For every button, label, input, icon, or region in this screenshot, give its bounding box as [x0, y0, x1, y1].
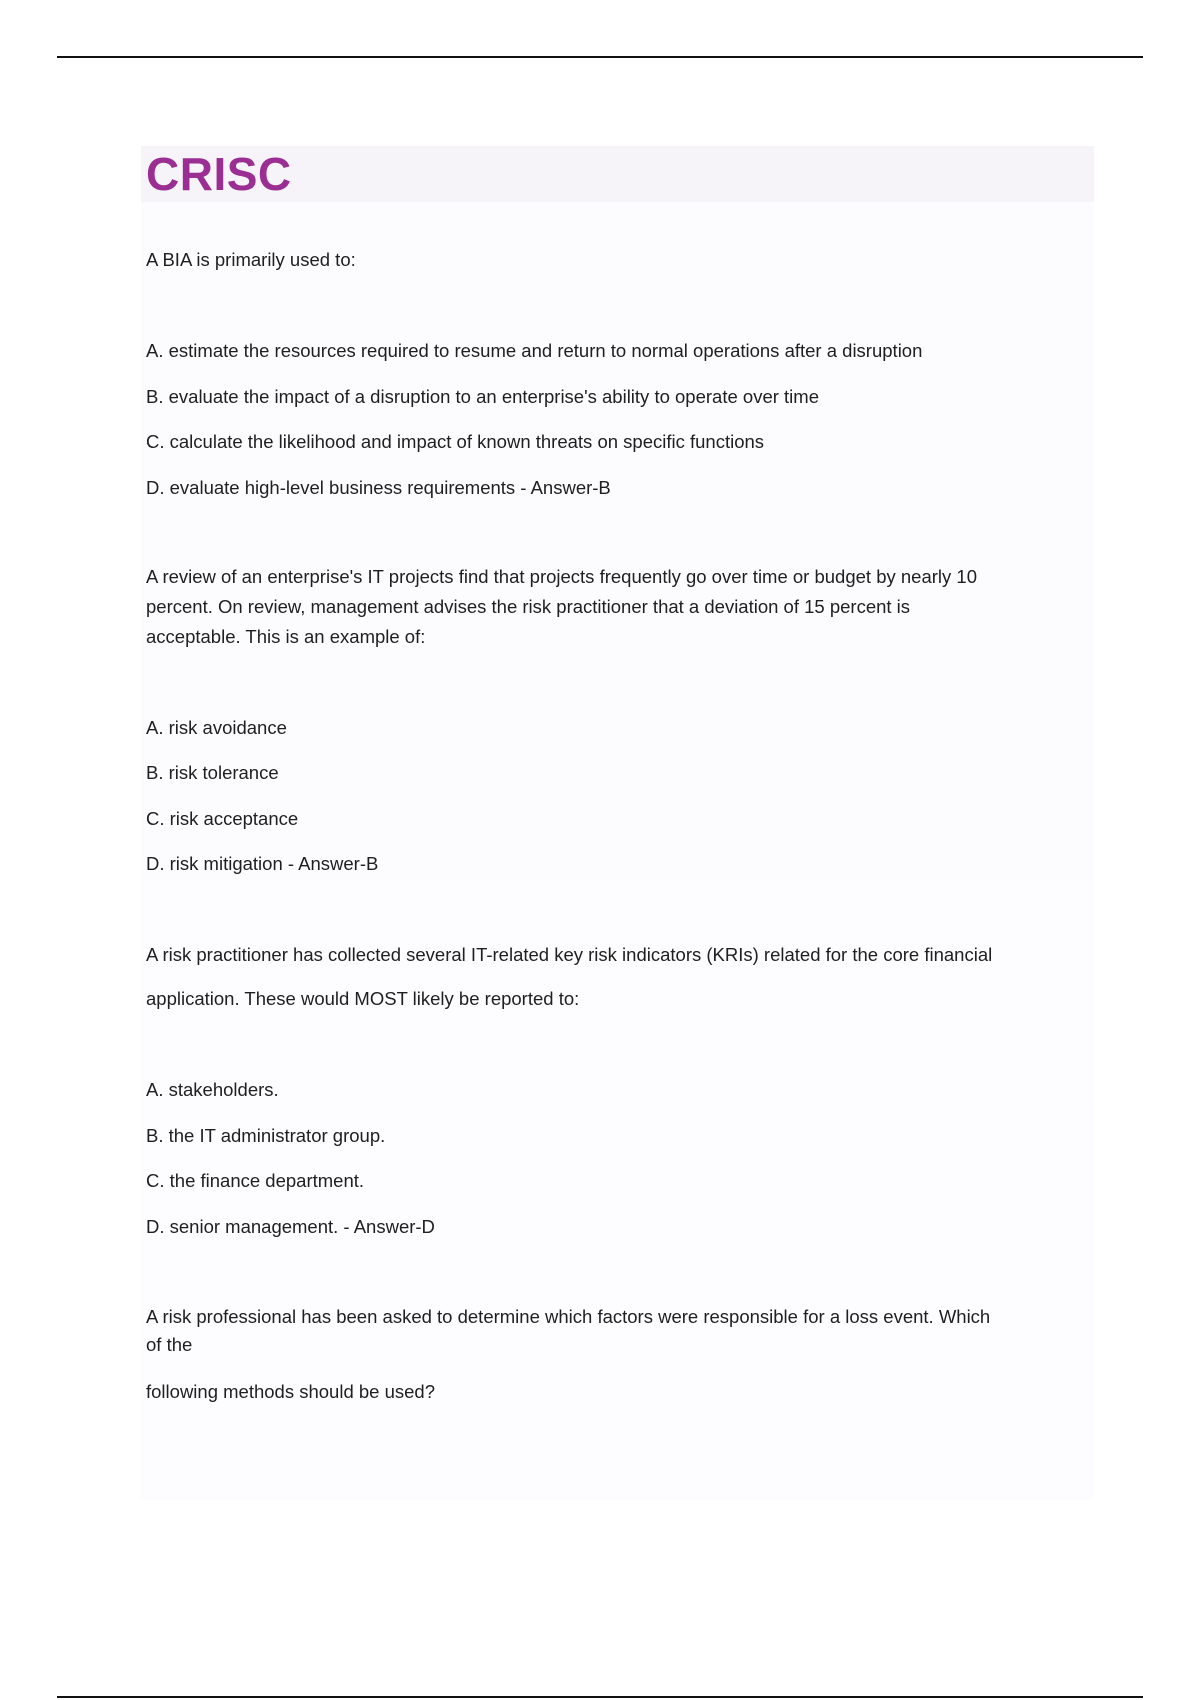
question-4-text-line-1: A risk professional has been asked to determine which factors were responsible for a loss event. Which [146, 1306, 991, 1327]
bottom-rule [57, 1696, 1143, 1698]
question-1-option-a: A. estimate the resources required to resume and return to normal operations after a disruption [146, 340, 923, 361]
question-1-option-d: D. evaluate high-level business requirements - Answer-B [146, 477, 611, 498]
question-4-text-line-2: of the [146, 1334, 193, 1355]
question-1-text: A BIA is primarily used to: [146, 249, 356, 270]
question-2-text-line-2: percent. On review, management advises the risk practitioner that a deviation of 15 percent is [146, 596, 911, 617]
question-3-text-line-1: A risk practitioner has collected several IT-related key risk indicators (KRIs) related for the core financial [146, 944, 993, 965]
question-2-option-a: A. risk avoidance [146, 717, 287, 738]
question-1-option-c: C. calculate the likelihood and impact of known threats on specific functions [146, 431, 765, 452]
question-2-text-line-3: acceptable. This is an example of: [146, 626, 426, 647]
question-2-option-d: D. risk mitigation - Answer-B [146, 853, 379, 874]
question-3-text-line-2: application. These would MOST likely be reported to: [146, 988, 580, 1009]
question-3-option-d: D. senior management. - Answer-D [146, 1216, 435, 1237]
top-rule [57, 56, 1143, 58]
question-1-option-b: B. evaluate the impact of a disruption to an enterprise's ability to operate over time [146, 386, 819, 407]
question-3-option-c: C. the finance department. [146, 1170, 365, 1191]
question-4-text-line-3: following methods should be used? [146, 1381, 435, 1402]
question-2-option-b: B. risk tolerance [146, 762, 279, 783]
question-2-text-line-1: A review of an enterprise's IT projects find that projects frequently go over time or budget by nearly 10 [146, 566, 977, 587]
question-2-option-c: C. risk acceptance [146, 808, 299, 829]
document-title: CRISC [146, 148, 292, 200]
question-3-option-a: A. stakeholders. [146, 1079, 279, 1100]
question-3-option-b: B. the IT administrator group. [146, 1125, 386, 1146]
